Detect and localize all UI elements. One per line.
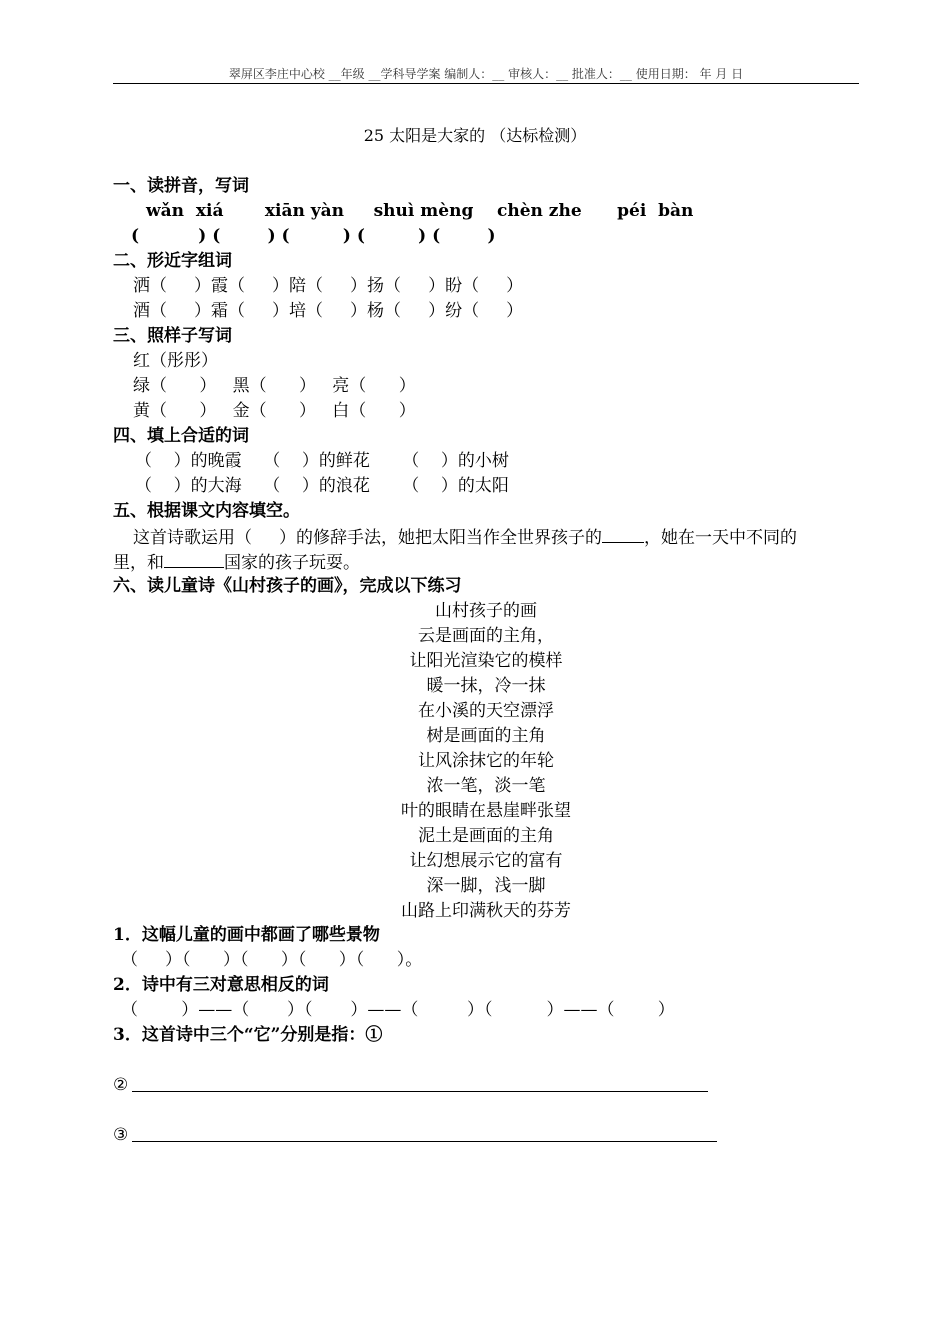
section-3-row-1: 绿（ ） 黑（ ） 亮（ ） <box>133 376 416 396</box>
poem-line: 深一脚，浅一脚 <box>426 876 546 896</box>
poem-line: 让风涂抹它的年轮 <box>418 751 554 771</box>
section-4-row-1: （ ）的晚霞 （ ）的鲜花 （ ）的小树 <box>135 451 509 471</box>
poem-line: 暖一抹，冷一抹 <box>426 676 546 696</box>
section-4-row-2: （ ）的大海 （ ）的浪花 （ ）的太阳 <box>135 476 509 496</box>
section-3-example: 红（彤彤） <box>133 351 218 371</box>
poem-line: 让阳光渲染它的模样 <box>409 651 563 671</box>
section-5-text-d: 国家的孩子玩耍。 <box>224 553 360 573</box>
section-5-text-c: 里，和 <box>113 553 164 573</box>
poem-title: 山村孩子的画 <box>435 601 537 621</box>
question-3: 3．这首诗中三个“它”分别是指：① <box>113 1025 383 1045</box>
question-2: 2．诗中有三对意思相反的词 <box>113 975 329 995</box>
section-2-row-1: 洒（ ）霞（ ）陪（ ）扬（ ）盼（ ） <box>133 276 524 296</box>
section-5-paragraph-line-1 <box>133 524 797 549</box>
section-5-paragraph-line-2 <box>113 549 360 574</box>
poem-line: 山路上印满秋天的芬芳 <box>401 901 571 921</box>
section-4-heading: 四、填上合适的词 <box>113 426 249 446</box>
answer-mark-2: ② <box>113 1075 129 1095</box>
section-1-blanks: ( ) ( ) ( ) ( ) ( ) <box>131 226 496 246</box>
section-1-pinyin: wǎn xiá xiān yàn shuì mèng chèn zhe péi bàn <box>146 201 694 221</box>
page-title: 25 太阳是大家的 （达标检测） <box>363 126 587 145</box>
section-3-heading: 三、照样子写词 <box>113 326 232 346</box>
answer-mark-3: ③ <box>113 1125 129 1145</box>
poem-line: 叶的眼睛在悬崖畔张望 <box>401 801 571 821</box>
answer-line-2[interactable] <box>132 1090 708 1092</box>
poem-line: 让幻想展示它的富有 <box>409 851 563 871</box>
section-3-row-2: 黄（ ） 金（ ） 白（ ） <box>133 401 416 421</box>
poem-line: 树是画面的主角 <box>426 726 546 746</box>
section-2-heading: 二、形近字组词 <box>113 251 232 271</box>
question-2-blanks: （ ）——（ ）（ ）——（ ）（ ）——（ ） <box>121 1000 675 1020</box>
answer-line-3[interactable] <box>132 1140 717 1142</box>
fill-blank <box>164 549 224 568</box>
question-1: 1．这幅儿童的画中都画了哪些景物 <box>113 925 380 945</box>
page-header: 翠屏区李庄中心校 __年级 __学科导学案 编制人：__ 审核人：__ 批准人：__ 使用日期： 年 月 日 <box>113 65 859 84</box>
section-5-heading: 五、根据课文内容填空。 <box>113 501 300 521</box>
section-5-text-a: 这首诗歌运用（ ）的修辞手法，她把太阳当作全世界孩子的 <box>133 528 603 548</box>
poem-line: 泥土是画面的主角 <box>418 826 554 846</box>
section-1-heading: 一、读拼音，写词 <box>113 176 249 196</box>
fill-blank <box>602 524 644 543</box>
section-6-heading: 六、读儿童诗《山村孩子的画》，完成以下练习 <box>113 576 462 596</box>
question-1-blanks: （ ）（ ）（ ）（ ）（ ）。 <box>121 950 423 970</box>
poem-line: 在小溪的天空漂浮 <box>418 701 554 721</box>
section-2-row-2: 酒（ ）霜（ ）培（ ）杨（ ）纷（ ） <box>133 301 524 321</box>
poem-line: 云是画面的主角， <box>418 626 554 646</box>
poem-line: 浓一笔，淡一笔 <box>426 776 546 796</box>
section-5-text-b: ，她在一天中不同的 <box>644 528 798 548</box>
